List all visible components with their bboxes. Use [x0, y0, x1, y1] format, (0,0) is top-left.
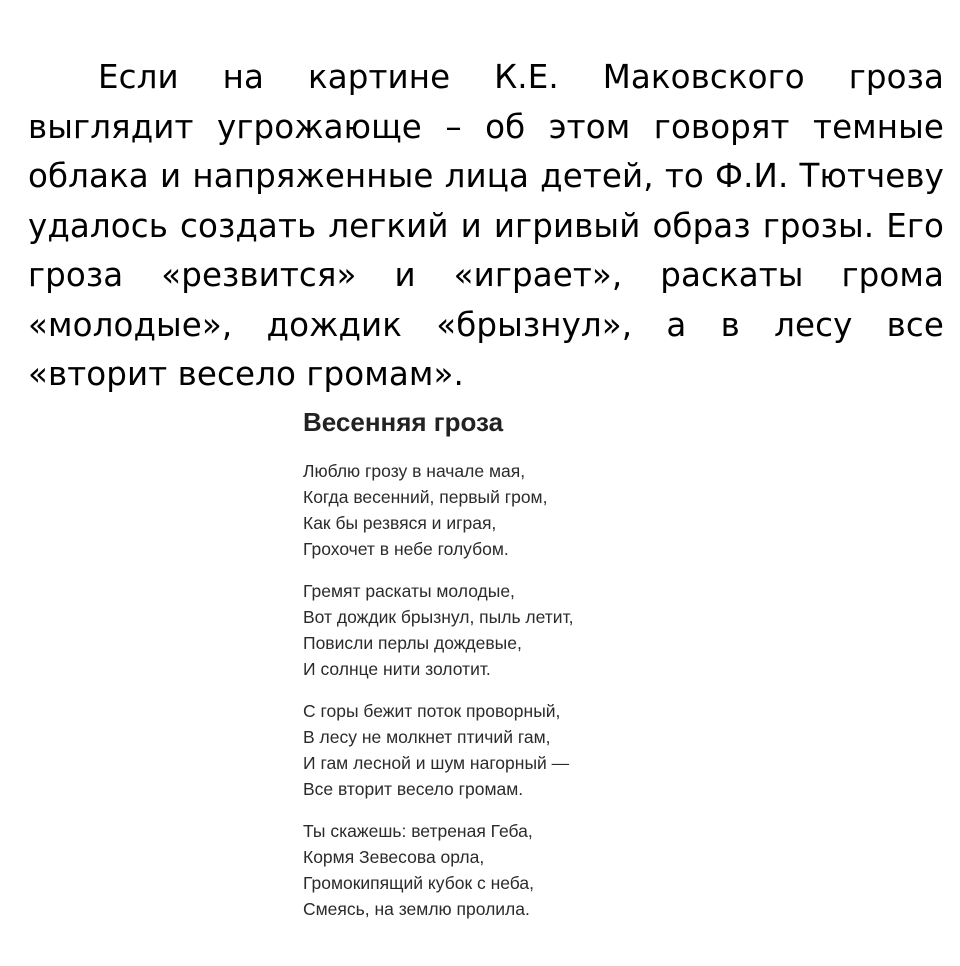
- poem-line: И гам лесной и шум нагорный —: [303, 753, 570, 773]
- essay-paragraph: Если на картине К.Е. Маковского гроза выглядит угрожающе – об этом говорят темные облака и напряженные лица детей, то Ф.И. Тютчеву удалось создать легкий и игривый образ грозы. Его гроза «резвится» и «играет», раскаты грома «молодые», дождик «брызнул», а в лесу все «вторит весело громам».: [28, 58, 944, 393]
- poem-line: И солнце нити золотит.: [303, 659, 491, 679]
- poem-stanza-4: [303, 818, 703, 922]
- poem-line: Повисли перлы дождевые,: [303, 633, 522, 653]
- poem-line: Кормя Зевесова орла,: [303, 847, 485, 867]
- poem-line: Громокипящий кубок с неба,: [303, 873, 535, 893]
- poem-stanza-3: [303, 698, 703, 802]
- poem-line: Вот дождик брызнул, пыль летит,: [303, 607, 574, 627]
- poem-line: Смеясь, на землю пролила.: [303, 899, 530, 919]
- poem-title: Весенняя гроза: [303, 407, 504, 437]
- poem-line: Ты скажешь: ветреная Геба,: [303, 821, 533, 841]
- poem-line: В лесу не молкнет птичий гам,: [303, 727, 551, 747]
- poem-line: Как бы резвяся и играя,: [303, 513, 497, 533]
- poem-line: С горы бежит поток проворный,: [303, 701, 561, 721]
- poem-block: [303, 404, 703, 938]
- poem-line: Гремят раскаты молодые,: [303, 581, 515, 601]
- poem-line: Люблю грозу в начале мая,: [303, 461, 526, 481]
- poem-stanza-1: [303, 458, 703, 562]
- poem-line: Все вторит весело громам.: [303, 779, 524, 799]
- poem-stanza-2: [303, 578, 703, 682]
- poem-line: Грохочет в небе голубом.: [303, 539, 509, 559]
- poem-line: Когда весенний, первый гром,: [303, 487, 548, 507]
